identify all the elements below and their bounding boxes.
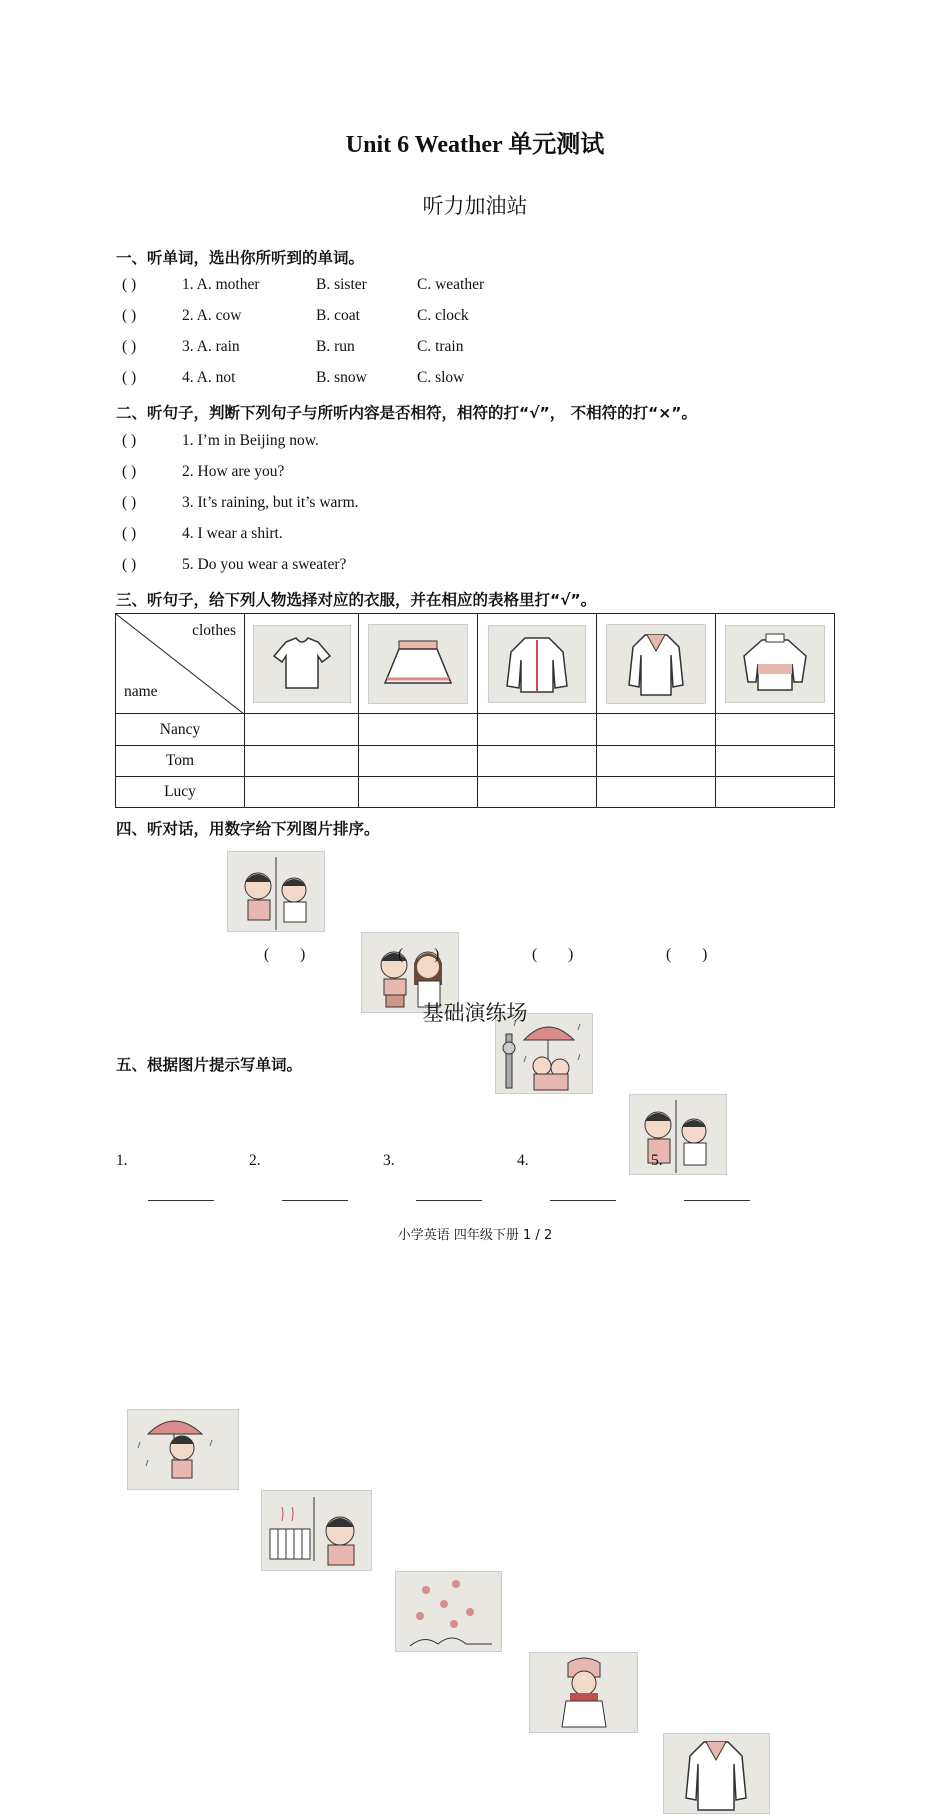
check-cell[interactable] — [716, 746, 835, 777]
check-cell[interactable] — [359, 777, 478, 808]
answer-blank[interactable] — [550, 1199, 616, 1201]
sentence-text: 2. How are you? — [182, 463, 285, 480]
answer-paren[interactable]: ( ) — [122, 369, 137, 386]
option-c: C. clock — [417, 307, 469, 324]
answer-blank[interactable] — [148, 1199, 214, 1201]
answer-paren[interactable]: ( ) — [122, 463, 137, 480]
girl-with-umbrella-rain-icon — [128, 1410, 238, 1489]
check-cell[interactable] — [478, 746, 597, 777]
option-b: B. run — [316, 338, 355, 355]
boy-by-heater-icon — [262, 1491, 371, 1570]
section1-heading: 一、听单词，选出你所听到的单词。 — [116, 249, 365, 267]
sentence-text: 3. It’s raining, but it’s warm. — [182, 494, 359, 511]
check-cell[interactable] — [716, 777, 835, 808]
skirt-icon — [369, 625, 467, 703]
sentence-text: 1. I’m in Beijing now. — [182, 432, 319, 449]
table-corner-cell — [116, 614, 245, 714]
option-b: B. sister — [316, 276, 367, 293]
name-cell: Lucy — [116, 777, 245, 808]
check-cell[interactable] — [359, 714, 478, 746]
answer-paren[interactable]: ( ) — [122, 276, 137, 293]
check-cell[interactable] — [716, 714, 835, 746]
page-title: Unit 6 Weather 单元测试 — [345, 132, 605, 158]
option-a: 4. A. not — [182, 369, 236, 386]
clothes-cell-coat — [597, 614, 716, 714]
answer-paren[interactable]: ( ) — [122, 556, 137, 573]
phone-call-two-kids-icon — [228, 852, 324, 931]
coat-icon — [607, 625, 705, 703]
section5-heading: 五、根据图片提示写单词。 — [116, 1056, 303, 1074]
option-c: C. weather — [417, 276, 485, 293]
answer-paren[interactable]: ( ) — [122, 307, 137, 324]
item-number: 4. — [517, 1152, 529, 1169]
sentence-text: 4. I wear a shirt. — [182, 525, 283, 542]
check-cell[interactable] — [478, 777, 597, 808]
hint-picture — [127, 1409, 239, 1490]
name-cell: Nancy — [116, 714, 245, 746]
option-c: C. train — [417, 338, 464, 355]
section4-heading: 四、听对话，用数字给下列图片排序。 — [116, 820, 380, 838]
jacket-icon — [489, 626, 585, 702]
check-cell[interactable] — [359, 746, 478, 777]
phone-call-boy-girl-icon — [630, 1095, 726, 1174]
answer-paren[interactable]: ( ) — [122, 525, 137, 542]
order-answer-paren[interactable]: ( ) — [532, 946, 574, 963]
order-answer-paren[interactable]: ( ) — [398, 946, 440, 963]
jacket-picture — [488, 625, 586, 703]
check-cell[interactable] — [245, 777, 359, 808]
clothes-cell-jacket — [478, 614, 597, 714]
check-cell[interactable] — [245, 714, 359, 746]
dialogue-picture — [227, 851, 325, 932]
child-in-winter-clothes-icon — [530, 1653, 637, 1732]
clothes-cell-sweater — [716, 614, 835, 714]
table-row — [116, 714, 835, 746]
skirt-picture — [368, 624, 468, 704]
option-b: B. snow — [316, 369, 367, 386]
name-cell: Tom — [116, 746, 245, 777]
check-cell[interactable] — [597, 746, 716, 777]
answer-paren[interactable]: ( ) — [122, 432, 137, 449]
coat-icon — [664, 1734, 769, 1813]
option-b: B. coat — [316, 307, 360, 324]
corner-name-label: name — [124, 683, 158, 700]
option-c: C. slow — [417, 369, 465, 386]
page-footer: 小学英语 四年级下册 1 / 2 — [397, 1228, 553, 1243]
check-cell[interactable] — [245, 746, 359, 777]
order-answer-paren[interactable]: ( ) — [666, 946, 708, 963]
dialogue-picture — [629, 1094, 727, 1175]
item-number: 2. — [249, 1152, 261, 1169]
sweater-icon — [726, 626, 824, 702]
table-row — [116, 746, 835, 777]
coat-picture — [606, 624, 706, 704]
option-a: 2. A. cow — [182, 307, 242, 324]
section3-heading: 三、听句子，给下列人物选择对应的衣服，并在相应的表格里打“√”。 — [116, 591, 597, 609]
check-cell[interactable] — [478, 714, 597, 746]
answer-paren[interactable]: ( ) — [122, 494, 137, 511]
option-a: 1. A. mother — [182, 276, 260, 293]
sweater-picture — [725, 625, 825, 703]
item-number: 5. — [651, 1152, 663, 1169]
part1-heading: 听力加油站 — [422, 194, 528, 218]
t-shirt-icon — [254, 626, 350, 702]
answer-blank[interactable] — [416, 1199, 482, 1201]
part2-heading: 基础演练场 — [422, 1001, 528, 1025]
hint-picture — [261, 1490, 372, 1571]
order-answer-paren[interactable]: ( ) — [264, 946, 306, 963]
answer-blank[interactable] — [282, 1199, 348, 1201]
clothes-cell-skirt — [359, 614, 478, 714]
section2-heading: 二、听句子，判断下列句子与所听内容是否相符，相符的打“√”， 不相符的打“×”。 — [116, 404, 697, 422]
clothes-table — [115, 613, 835, 808]
corner-clothes-label: clothes — [192, 622, 236, 639]
hint-picture — [529, 1652, 638, 1733]
answer-blank[interactable] — [684, 1199, 750, 1201]
sentence-text: 5. Do you wear a sweater? — [182, 556, 347, 573]
hint-picture — [663, 1733, 770, 1814]
table-row — [116, 777, 835, 808]
item-number: 3. — [383, 1152, 395, 1169]
item-number: 1. — [116, 1152, 128, 1169]
answer-paren[interactable]: ( ) — [122, 338, 137, 355]
option-a: 3. A. rain — [182, 338, 240, 355]
check-cell[interactable] — [597, 777, 716, 808]
tshirt-picture — [253, 625, 351, 703]
clothes-cell-tshirt — [245, 614, 359, 714]
snow-icon — [396, 1572, 501, 1651]
hint-picture — [395, 1571, 502, 1652]
check-cell[interactable] — [597, 714, 716, 746]
